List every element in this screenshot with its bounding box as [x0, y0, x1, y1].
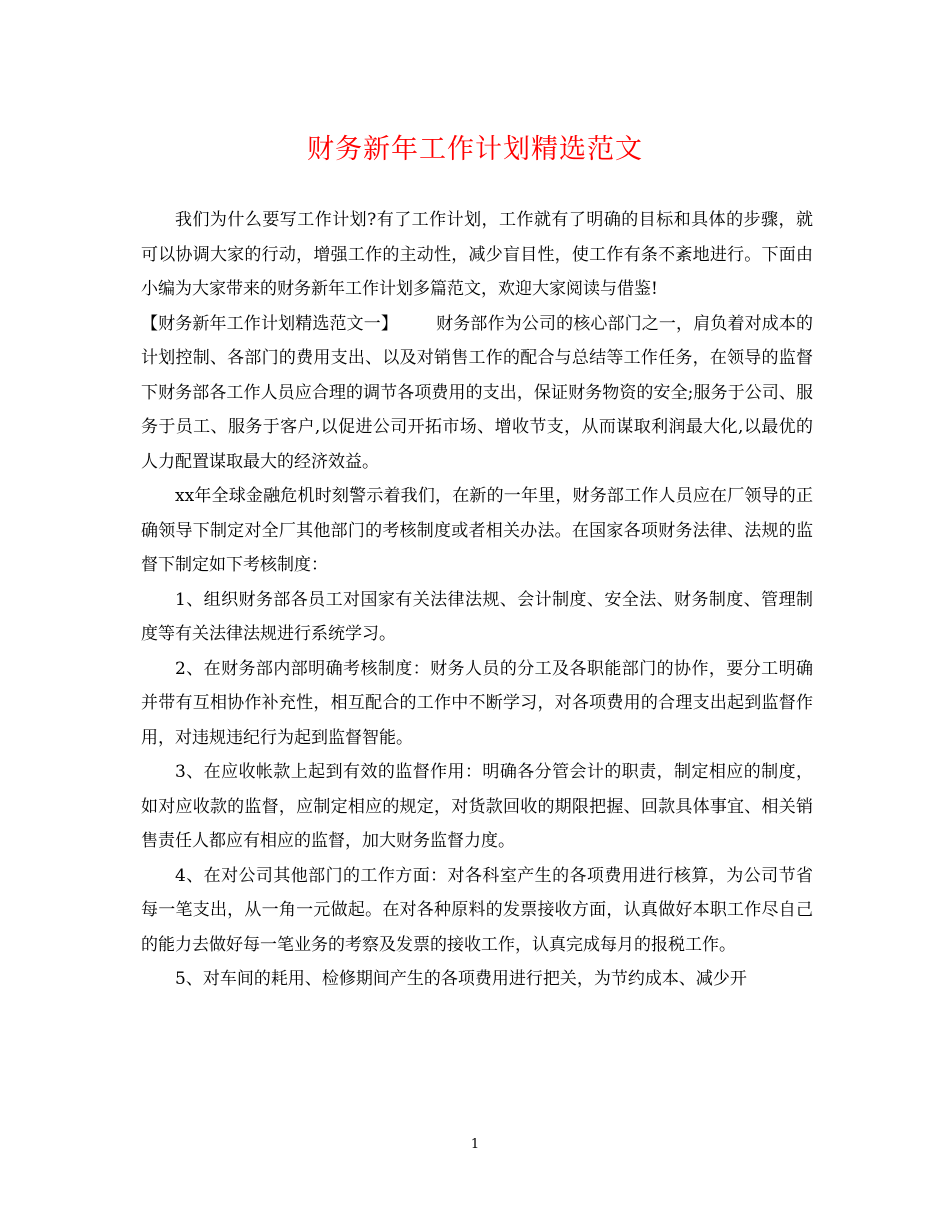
body-paragraph: 1、组织财务部各员工对国家有关法律法规、会计制度、安全法、财务制度、管理制度等有关法律法规进行系统学习。 — [141, 589, 813, 644]
body-paragraph: 3、在应收帐款上起到有效的监督作用：明确各分管会计的职责，制定相应的制度，如对应收款的监督，应制定相应的规定，对货款回收的期限把握、回款具体事宜、相关销售责任人都应有相应的监督，加大财务监督力度。 — [141, 762, 813, 851]
body-paragraph: xx年全球金融危机时刻警示着我们，在新的一年里，财务部工作人员应在厂领导的正确领导下制定对全厂其他部门的考核制度或者相关办法。在国家各项财务法律、法规的监督下制定如下考核制度： — [141, 486, 813, 575]
section-heading: 【财务新年工作计划精选范文一】 — [141, 313, 399, 334]
document-title: 财务新年工作计划精选范文 — [307, 134, 643, 165]
body-paragraph: 4、在对公司其他部门的工作方面：对各科室产生的各项费用进行核算，为公司节省每一笔支出，从一角一元做起。在对各种原料的发票接收方面，认真做好本职工作尽自己的能力去做好每一笔业务的考察及发票的接收工作，认真完成每月的报税工作。 — [141, 865, 813, 955]
body-paragraph: 5、对车间的耗用、检修期间产生的各项费用进行把关，为节约成本、减少开 — [175, 969, 747, 989]
intro-paragraph: 我们为什么要写工作计划?有了工作计划，工作就有了明确的目标和具体的步骤，就可以协调大家的行动，增强工作的主动性，减少盲目性，使工作有条不紊地进行。下面由小编为大家带来的财务新年工作计划多篇范文，欢迎大家阅读与借鉴! — [141, 210, 813, 299]
section-intro: 财务部作为公司的核心部门之一，肩负着对成本的计划控制、各部门的费用支出、以及对销售工作的配合与总结等工作任务，在领导的监督下财务部各工作人员应合理的调节各项费用的支出，保证财务物资的安全;服务于公司、服务于员工、服务于客户,以促进公司开拓市场、增收节支，从而谋取利润最大化,以最优的人力配置谋取最大的经济效益。 — [141, 313, 814, 472]
document-body — [141, 203, 813, 997]
page-number: 1 — [470, 1137, 480, 1152]
body-paragraph: 2、在财务部内部明确考核制度：财务人员的分工及各职能部门的协作，要分工明确并带有互相协作补充性，相互配合的工作中不断学习，对各项费用的合理支出起到监督作用，对违规违纪行为起到监督智能。 — [141, 658, 813, 748]
section-block — [141, 307, 813, 480]
